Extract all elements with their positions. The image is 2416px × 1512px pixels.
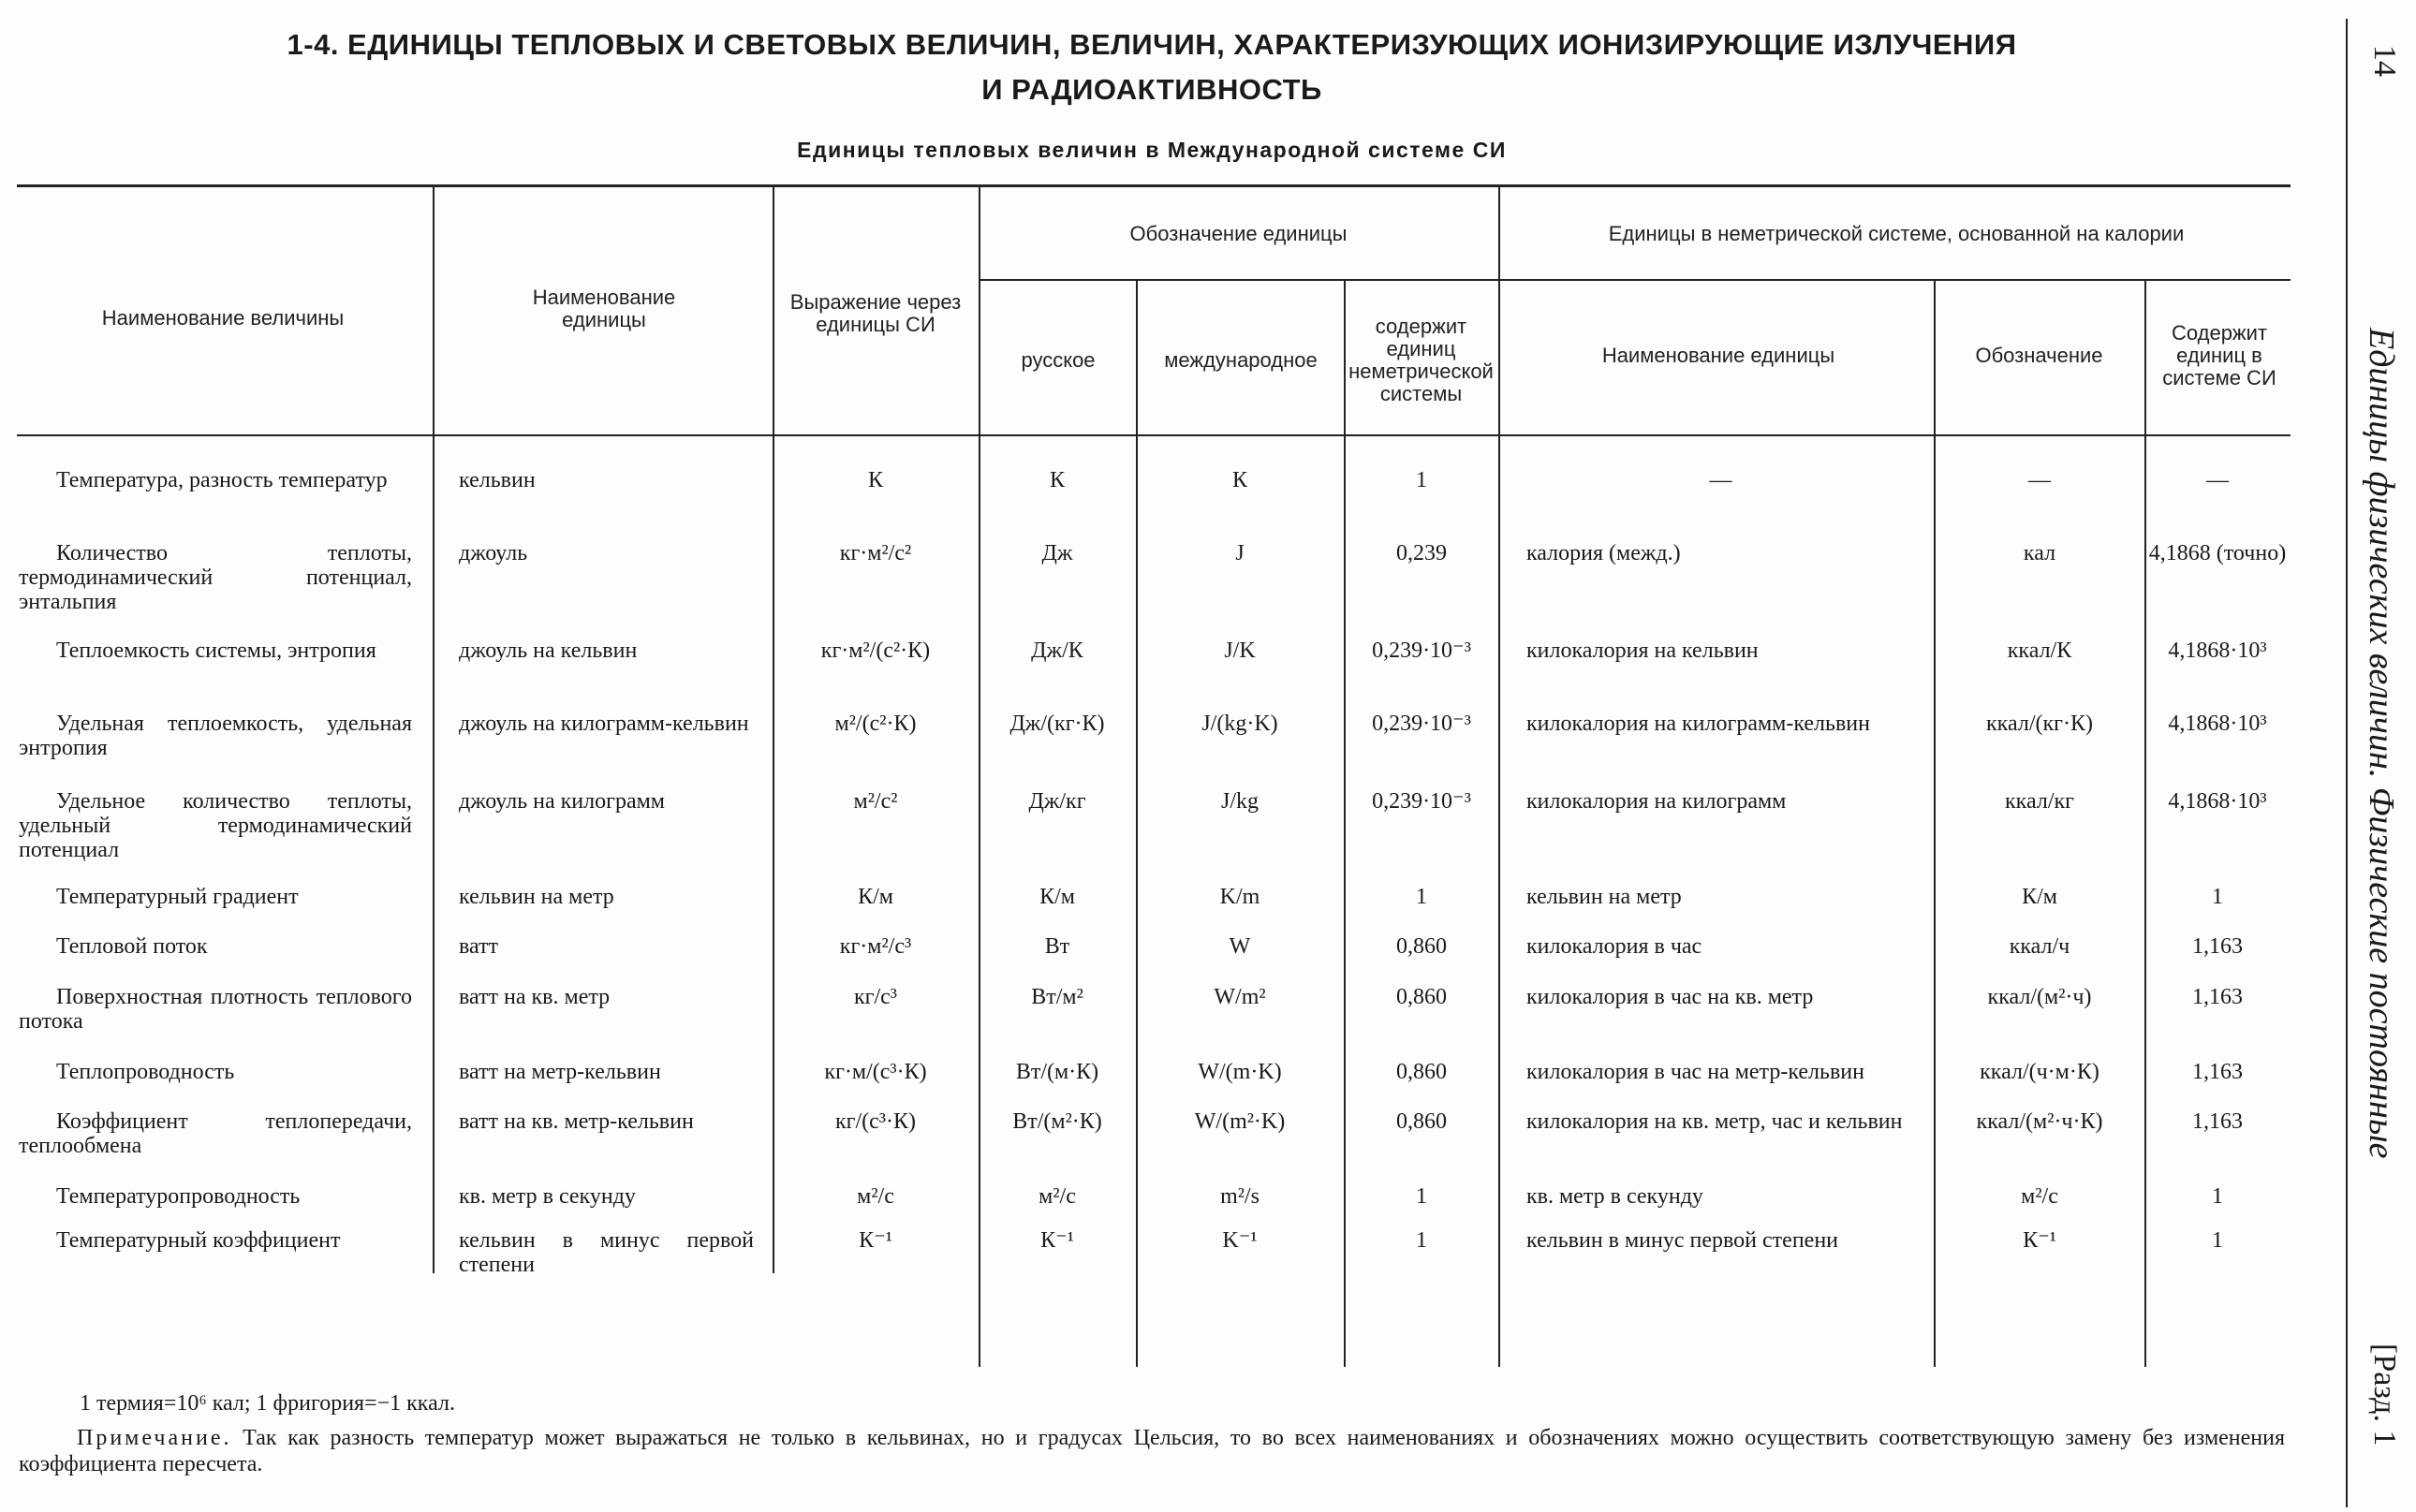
col-header-nm-designation: Обозначение (1975, 344, 2103, 367)
row-contains-value: 0,239·10⁻³ (1372, 789, 1471, 814)
row-quantity: Теплопроводность (56, 1060, 235, 1084)
row-unit-name: кельвин в минус первой степени (459, 1228, 754, 1277)
row-si-expression: м²/с (857, 1184, 894, 1209)
row-si-expression: кг/с³ (853, 985, 898, 1009)
table-top-rule (17, 184, 2291, 187)
row-contains-value: 1 (1416, 885, 1427, 909)
row-contains-value: 0,860 (1396, 985, 1447, 1009)
section-label: [Разд. 1 (2367, 1343, 2402, 1446)
row-nm-symbol: м²/с (2021, 1184, 2058, 1209)
row-contains-value: 1 (1416, 468, 1427, 492)
row-unit-name: кв. метр в секунду (459, 1184, 636, 1209)
row-nm-si-value: 1,163 (2192, 934, 2243, 959)
row-nm-si-value: — (2206, 468, 2229, 492)
row-nm-si-value: 1,163 (2192, 1060, 2243, 1084)
col-header-unit-name: Наименование единицы (532, 286, 676, 331)
col-divider (1498, 187, 1500, 1367)
row-international-symbol: J/K (1224, 639, 1256, 663)
row-russian-symbol: м²/с (1039, 1184, 1076, 1209)
running-title: Единицы физических величин. Физические постоянные (2362, 328, 2401, 1159)
row-nm-unit-name: кв. метр в секунду (1526, 1184, 1703, 1209)
row-russian-symbol: Вт/м² (1031, 985, 1083, 1009)
row-nm-symbol: ккал/(м²·ч) (1987, 985, 2092, 1009)
row-nm-symbol: К/м (2022, 885, 2057, 909)
row-nm-si-value: 1 (2212, 1228, 2223, 1253)
row-quantity: Температурный градиент (56, 885, 299, 909)
page-number: 14 (2367, 45, 2402, 77)
row-contains-value: 0,860 (1396, 1060, 1447, 1084)
row-contains-value: 1 (1416, 1184, 1427, 1209)
row-contains-value: 0,860 (1396, 1109, 1447, 1134)
row-russian-symbol: Дж/кг (1028, 789, 1086, 814)
row-nm-symbol: ккал/(кг·К) (1986, 712, 2093, 736)
row-quantity: Удельное количество теплоты, удельный термодинамический потенциал (19, 789, 412, 862)
row-nm-si-value: 4,1868·10³ (2168, 639, 2267, 663)
row-quantity: Удельная теплоемкость, удельная энтропия (19, 712, 412, 760)
row-unit-name: кельвин (459, 468, 536, 492)
row-russian-symbol: К/м (1039, 885, 1075, 909)
row-international-symbol: K/m (1219, 885, 1260, 909)
row-russian-symbol: Вт/(м·К) (1015, 1060, 1099, 1084)
row-si-expression: кг·м²/(с²·К) (820, 639, 931, 663)
row-nm-si-value: 4,1868 (точно) (2148, 541, 2287, 565)
row-unit-name: джоуль на килограмм-кельвин (459, 712, 749, 736)
row-quantity: Количество теплоты, термодинамический потенциал, энтальпия (19, 541, 412, 614)
row-international-symbol: W/(m²·K) (1194, 1109, 1286, 1134)
row-quantity: Тепловой поток (56, 934, 208, 959)
col-header-russian: русское (1021, 348, 1096, 372)
row-contains-value: 0,239 (1396, 541, 1447, 565)
page-title-line1: 1-4. ЕДИНИЦЫ ТЕПЛОВЫХ И СВЕТОВЫХ ВЕЛИЧИН, ВЕЛИЧИН, ХАРАКТЕРИЗУЮЩИХ ИОНИЗИРУЮЩИЕ ИЗЛУЧЕНИЯ (287, 28, 2017, 61)
row-russian-symbol: К (1049, 468, 1065, 492)
footnote-therm: 1 термия=10⁶ кал; 1 фригория=−1 ккал. (80, 1391, 455, 1416)
row-contains-value: 0,860 (1396, 934, 1447, 959)
header-bottom-rule (17, 434, 2291, 436)
row-nm-unit-name: килокалория на кельвин (1526, 639, 1759, 663)
table-subtitle: Единицы тепловых величин в Международной системе СИ (797, 138, 1507, 162)
row-international-symbol: m²/s (1220, 1184, 1260, 1209)
row-si-expression: К/м (858, 885, 893, 909)
row-quantity: Поверхностная плотность теплового потока (19, 985, 412, 1034)
row-si-expression: К (867, 468, 883, 492)
row-russian-symbol: К⁻¹ (1040, 1228, 1074, 1253)
row-nm-si-value: 1,163 (2192, 1109, 2243, 1134)
row-unit-name: кельвин на метр (459, 885, 614, 909)
row-unit-name: джоуль (459, 541, 528, 565)
row-nm-symbol: ккал/К (2007, 639, 2072, 663)
row-nm-symbol: К⁻¹ (2023, 1228, 2056, 1253)
row-international-symbol: К (1231, 468, 1247, 492)
row-nm-unit-name: — (1709, 468, 1732, 492)
row-quantity: Коэффициент теплопередачи, теплообмена (19, 1109, 412, 1158)
row-nm-unit-name: килокалория на кв. метр, час и кельвин (1526, 1109, 1903, 1134)
page-title-line2: И РАДИОАКТИВНОСТЬ (981, 73, 1322, 106)
row-nm-si-value: 1,163 (2192, 985, 2243, 1009)
row-quantity: Температуропроводность (56, 1184, 301, 1209)
row-nm-si-value: 1 (2212, 885, 2223, 909)
row-international-symbol: J/kg (1220, 789, 1259, 814)
header-group-rule (979, 279, 2291, 281)
row-si-expression: К⁻¹ (859, 1228, 892, 1253)
row-unit-name: джоуль на кельвин (459, 639, 638, 663)
row-russian-symbol: Дж/К (1031, 639, 1083, 663)
col-header-designation: Обозначение единицы (1129, 222, 1348, 245)
row-unit-name: ватт (459, 934, 499, 959)
row-nm-unit-name: кельвин в минус первой степени (1526, 1228, 1838, 1253)
row-unit-name: джоуль на килограмм (459, 789, 665, 814)
col-header-si-expression: Выражение через единицы СИ (789, 290, 962, 336)
col-header-contains: содержит единиц неметрической системы (1348, 315, 1494, 405)
row-nm-unit-name: калория (межд.) (1526, 541, 1681, 565)
row-unit-name: ватт на метр-кельвин (459, 1060, 661, 1084)
col-divider (1136, 281, 1138, 1367)
col-header-nonmetric: Единицы в неметрической системе, основанной на калории (1608, 222, 2185, 245)
row-contains-value: 1 (1416, 1228, 1427, 1253)
row-si-expression: кг·м²/с³ (839, 934, 912, 959)
note-label: Примечание. (77, 1426, 232, 1450)
row-nm-unit-name: килокалория на килограмм (1526, 789, 1787, 814)
row-quantity: Теплоемкость системы, энтропия (56, 639, 376, 663)
col-divider (1934, 281, 1936, 1367)
col-divider (433, 187, 435, 1273)
row-nm-si-value: 4,1868·10³ (2168, 789, 2267, 814)
row-unit-name: ватт на кв. метр-кельвин (459, 1109, 694, 1134)
row-si-expression: кг·м/(с³·К) (824, 1060, 927, 1084)
row-si-expression: м²/(с²·К) (834, 712, 917, 736)
row-nm-symbol: — (2028, 468, 2051, 492)
row-russian-symbol: Вт/(м²·К) (1012, 1109, 1102, 1134)
col-divider (1344, 281, 1346, 1367)
col-header-nm-unit-name: Наименование единицы (1601, 344, 1835, 367)
row-international-symbol: W/(m·K) (1198, 1060, 1282, 1084)
col-header-quantity: Наименование величины (101, 306, 345, 330)
row-nm-unit-name: килокалория на килограмм-кельвин (1526, 712, 1870, 736)
col-divider (979, 187, 980, 1367)
row-quantity: Температурный коэффициент (56, 1228, 341, 1253)
row-si-expression: кг/(с³·К) (834, 1109, 916, 1134)
row-nm-unit-name: килокалория в час (1526, 934, 1702, 959)
row-nm-symbol: кал (2023, 541, 2056, 565)
row-contains-value: 0,239·10⁻³ (1372, 712, 1471, 736)
row-international-symbol: W/m² (1214, 985, 1266, 1009)
row-international-symbol: J/(kg·K) (1201, 712, 1278, 736)
row-si-expression: м²/с² (853, 789, 898, 814)
row-russian-symbol: Дж/(кг·К) (1009, 712, 1105, 736)
row-contains-value: 0,239·10⁻³ (1372, 639, 1471, 663)
row-nm-si-value: 1 (2212, 1184, 2223, 1209)
col-divider (773, 187, 774, 1273)
row-nm-symbol: ккал/кг (2005, 789, 2074, 814)
row-russian-symbol: Вт (1044, 934, 1070, 959)
col-header-nm-contains: Содержит единиц в системе СИ (2162, 321, 2276, 389)
row-international-symbol: K⁻¹ (1222, 1228, 1258, 1253)
note-text: Так как разность температур может выражаться не только в кельвинах, но и градусах Цельсия, то во всех наименованиях и обозначениях можно осуществить соответствующую замену без изменения коэффициента пересчета. (19, 1426, 2286, 1476)
margin-rule (2346, 19, 2348, 1507)
row-international-symbol: W (1229, 934, 1251, 959)
row-russian-symbol: Дж (1041, 541, 1073, 565)
row-nm-symbol: ккал/(ч·м·К) (1980, 1060, 2099, 1084)
row-nm-symbol: ккал/ч (2009, 934, 2070, 959)
row-nm-symbol: ккал/(м²·ч·К) (1976, 1109, 2103, 1134)
col-header-international: международное (1164, 348, 1318, 372)
row-si-expression: кг·м²/с² (839, 541, 912, 565)
row-unit-name: ватт на кв. метр (459, 985, 611, 1009)
row-nm-unit-name: килокалория в час на метр-кельвин (1526, 1060, 1864, 1084)
row-international-symbol: J (1235, 541, 1245, 565)
row-nm-unit-name: кельвин на метр (1526, 885, 1682, 909)
row-nm-unit-name: килокалория в час на кв. метр (1526, 985, 1814, 1009)
col-divider (2144, 281, 2146, 1367)
row-quantity: Температура, разность температур (56, 468, 388, 492)
footnote-note (19, 1425, 2285, 1477)
row-nm-si-value: 4,1868·10³ (2168, 712, 2267, 736)
